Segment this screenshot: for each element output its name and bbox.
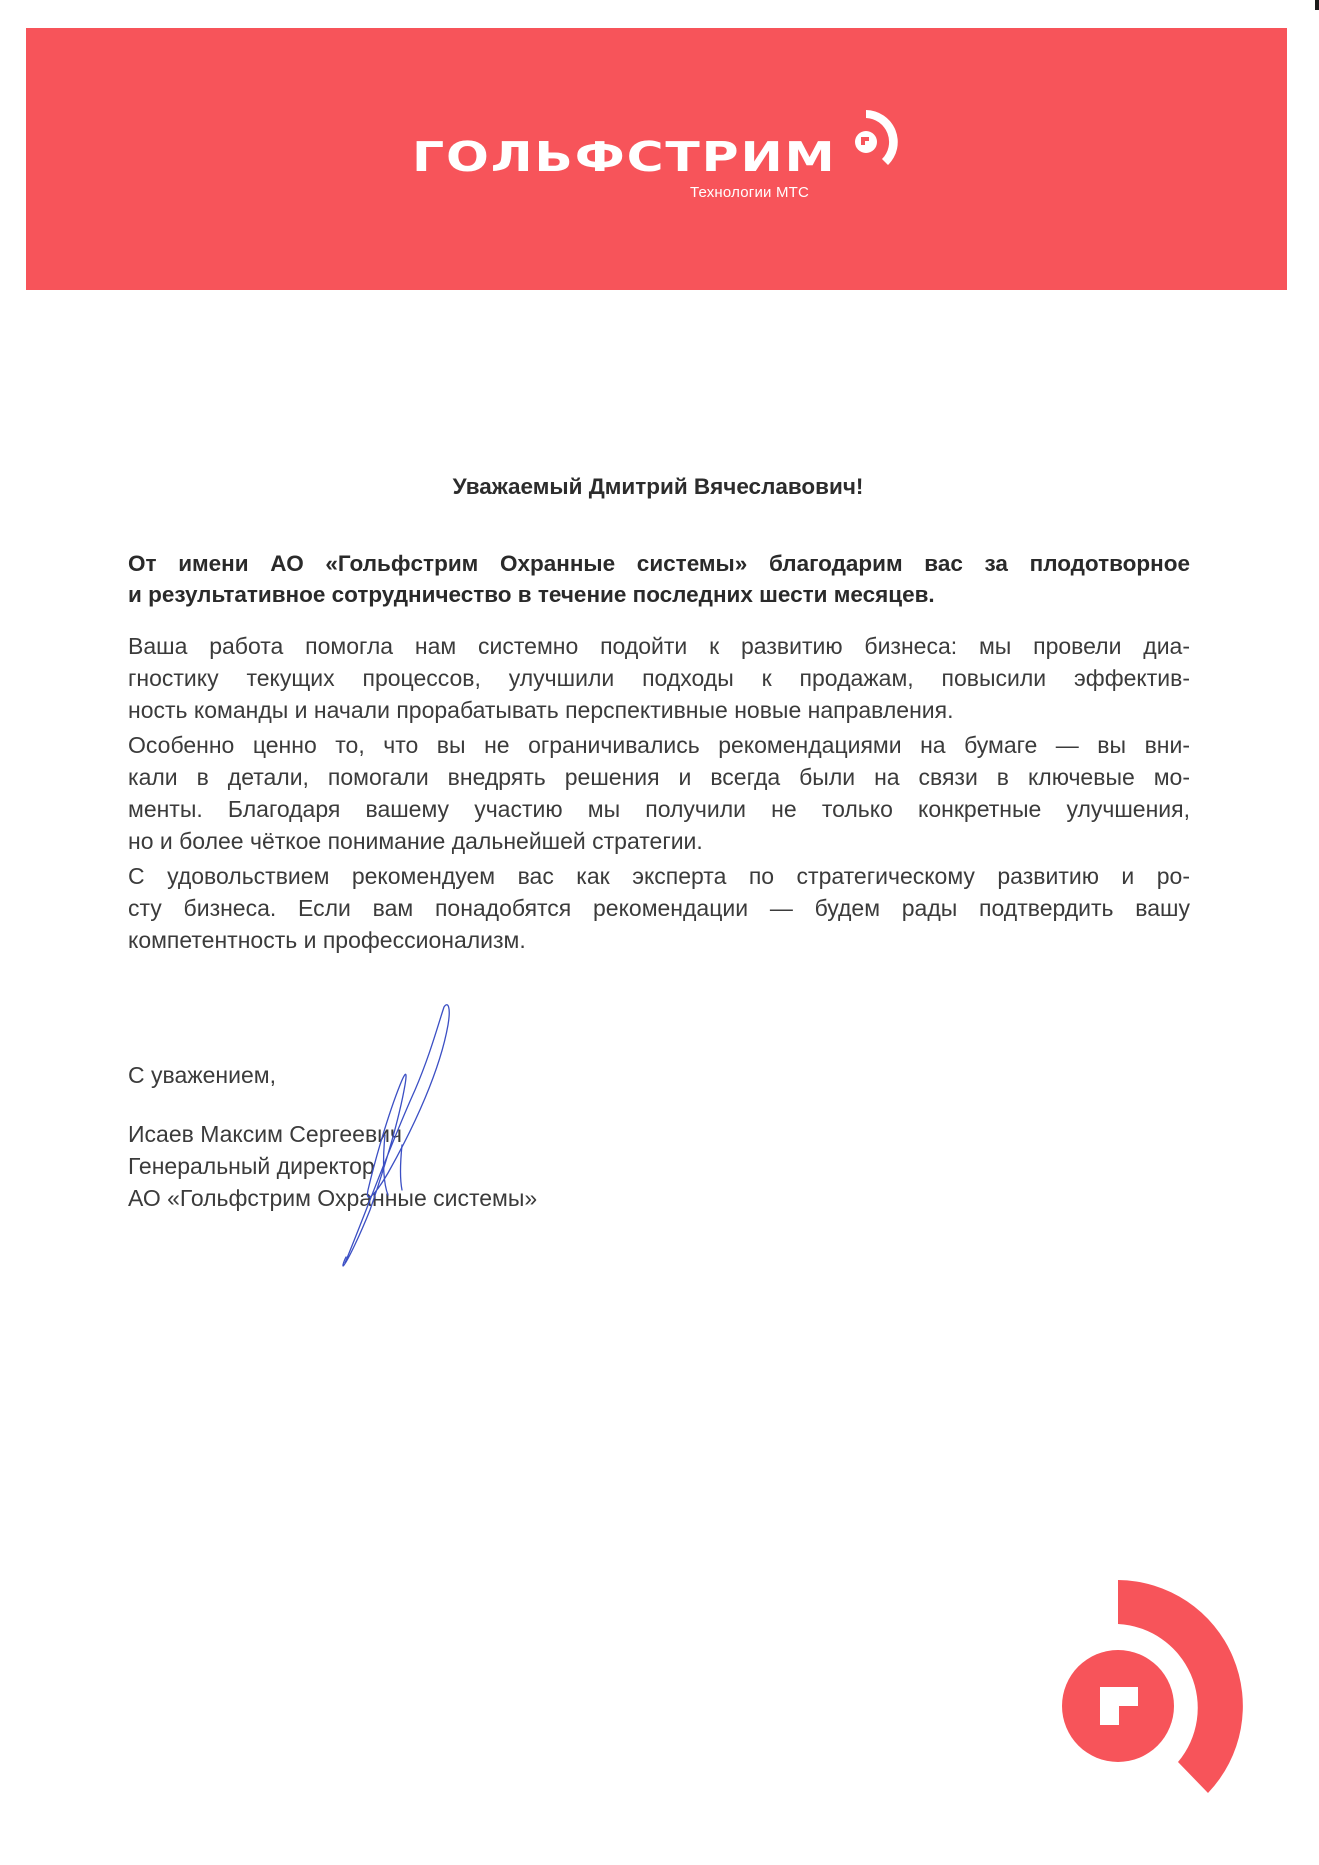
- brand-tagline: Технологии МТС: [690, 184, 810, 201]
- signer-company: АО «Гольфстрим Охранные системы»: [128, 1185, 538, 1211]
- letter-paragraph-recommendation: [128, 860, 1190, 956]
- paragraph-line: и результативное сотрудничество в течение последних шести месяцев.: [128, 582, 935, 607]
- paragraph-line: компетентность и профессионализм.: [128, 927, 526, 953]
- signer-title: Генеральный директор: [128, 1153, 375, 1179]
- paragraph-line: гностику текущих процессов, улучшили подходы к продажам, повысили эффектив-: [128, 665, 1190, 691]
- signer-name: Исаев Максим Сергеевич: [128, 1121, 403, 1147]
- letter-paragraph-results: [128, 630, 1190, 726]
- scan-artifact: [1315, 0, 1319, 10]
- paragraph-line: С удовольствием рекомендуем вас как эксперта по стратегическому развитию и ро-: [128, 863, 1190, 889]
- letter-greeting: Уважаемый Дмитрий Вячеславович!: [452, 474, 864, 499]
- golfstream-logo-icon: [846, 104, 902, 170]
- paragraph-line: От имени АО «Гольфстрим Охранные системы» благодарим вас за плодотворное: [128, 551, 1190, 576]
- closing-salutation: С уважением,: [128, 1062, 276, 1088]
- signature-icon: [330, 995, 470, 1275]
- paragraph-line: ность команды и начали прорабатывать перспективные новые направления.: [128, 697, 954, 723]
- paragraph-line: менты. Благодаря вашему участию мы получили не только конкретные улучшения,: [128, 796, 1190, 822]
- golfstream-emblem-icon: [1040, 1560, 1319, 1865]
- paragraph-line: сту бизнеса. Если вам понадобятся рекомендации — будем рады подтвердить вашу: [128, 895, 1190, 921]
- paragraph-line: кали в детали, помогали внедрять решения и всегда были на связи в ключевые мо-: [128, 764, 1190, 790]
- letter-paragraph-intro: [128, 548, 1190, 610]
- paragraph-line: но и более чёткое понимание дальнейшей стратегии.: [128, 828, 703, 854]
- brand-wordmark: ГОЛЬФСТРИМ: [412, 133, 837, 181]
- paragraph-line: Ваша работа помогла нам системно подойти к развитию бизнеса: мы провели диа-: [128, 633, 1190, 659]
- letter-paragraph-engagement: [128, 729, 1190, 857]
- paragraph-line: Особенно ценно то, что вы не ограничивались рекомендациями на бумаге — вы вни-: [128, 732, 1190, 758]
